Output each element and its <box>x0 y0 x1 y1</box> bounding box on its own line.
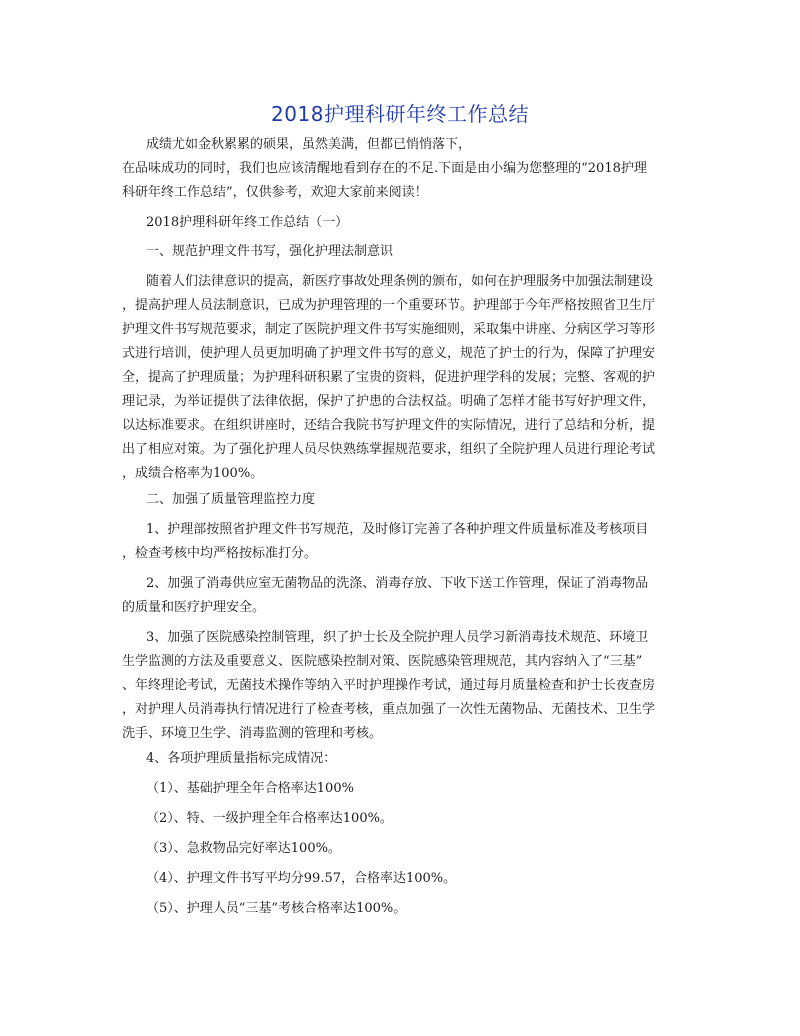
indicator-item: （2）、特、一级护理全年合格率达100%。 <box>146 811 393 826</box>
paragraph-line: 的质量和医疗护理安全。 <box>122 600 266 615</box>
paragraph-line: 式进行培训，使护理人员更加明确了护理文件书写的意义，规范了护士的行为，保障了护理安 <box>122 346 656 361</box>
paragraph-line: 3、加强了医院感染控制管理，织了护士长及全院护理人员学习新消毒技术规范、环境卫 <box>146 630 649 645</box>
paragraph-line: 2、加强了消毒供应室无菌物品的洗涤、消毒存放、下收下送工作管理，保证了消毒物品 <box>146 576 649 591</box>
part1-heading-block <box>122 240 702 264</box>
indicator-item: （5）、护理人员“三基”考核合格率达100%。 <box>146 901 407 916</box>
part1-paragraph <box>122 270 702 486</box>
part2-item1 <box>122 518 702 566</box>
paragraph-line: ，提高护理人员法制意识，已成为护理管理的一个重要环节。护理部于今年严格按照省卫生厅 <box>122 298 656 313</box>
section-heading: 2018护理科研年终工作总结（一） <box>146 215 349 230</box>
part2-item3 <box>122 626 702 746</box>
part2-item2 <box>122 572 702 620</box>
paragraph-line: 以达标准要求。在组织讲座时，还结合我院书写护理文件的实际情况，进行了总结和分析，提 <box>122 418 656 433</box>
part2-item4-heading-block <box>122 747 702 771</box>
paragraph-line: 随着人们法律意识的提高，新医疗事故处理条例的颁布，如何在护理服务中加强法制建设 <box>146 274 654 289</box>
section-heading-block <box>122 211 702 235</box>
paragraph-line: ，对护理人员消毒执行情况进行了检查考核，重点加强了一次性无菌物品、无菌技术、卫生学 <box>122 702 656 717</box>
paragraph-line: 、年终理论考试，无菌技术操作等纳入平时护理操作考试，通过每月质量检查和护士长夜查房 <box>122 678 656 693</box>
paragraph-line: 护理文件书写规范要求，制定了医院护理文件书写实施细则，采取集中讲座、分病区学习等形 <box>122 322 656 337</box>
indicator-item: （3）、急救物品完好率达100%。 <box>146 841 341 856</box>
paragraph-line: 洗手、环境卫生学、消毒监测的管理和考核。 <box>122 726 383 741</box>
intro-line: 在品味成功的同时，我们也应该清醒地看到存在的不足.下面是由小编为您整理的“2018护理 <box>122 161 647 176</box>
part2-heading: 二、加强了质量管理监控力度 <box>146 492 316 507</box>
paragraph-line: 1、护理部按照省护理文件书写规范，及时修订完善了各种护理文件质量标准及考核项目 <box>146 522 649 537</box>
paragraph-line: 全，提高了护理质量；为护理科研积累了宝贵的资料，促进护理学科的发展；完整、客观的护 <box>122 370 656 385</box>
item4-heading: 4、各项护理质量指标完成情况： <box>146 751 337 766</box>
paragraph-line: ，成绩合格率为100%。 <box>122 466 264 481</box>
indicator-item: （4）、护理文件书写平均分99.57，合格率达100%。 <box>146 871 457 886</box>
indicator-list <box>122 777 702 921</box>
paragraph-line: ，检查考核中均严格按标准打分。 <box>122 546 318 561</box>
part1-heading: 一、规范护理文件书写，强化护理法制意识 <box>146 244 394 259</box>
intro-line: 科研年终工作总结”，仅供参考，欢迎大家前来阅读！ <box>122 185 428 200</box>
paragraph-line: 出了相应对策。为了强化护理人员尽快熟练掌握规范要求，组织了全院护理人员进行理论考试 <box>122 442 656 457</box>
intro-paragraph <box>122 133 702 205</box>
intro-line: 成绩尤如金秋累累的硕果，虽然美满，但都已悄悄落下， <box>146 137 472 152</box>
part2-heading-block <box>122 488 702 512</box>
paragraph-line: 生学监测的方法及重要意义、医院感染控制对策、医院感染管理规范，其内容纳入了“三基” <box>122 654 643 669</box>
page-title: 2018护理科研年终工作总结 <box>271 102 529 126</box>
indicator-item: （1）、基础护理全年合格率达100% <box>146 781 354 796</box>
paragraph-line: 理记录，为举证提供了法律依据，保护了护患的合法权益。明确了怎样才能书写好护理文件， <box>122 394 656 409</box>
